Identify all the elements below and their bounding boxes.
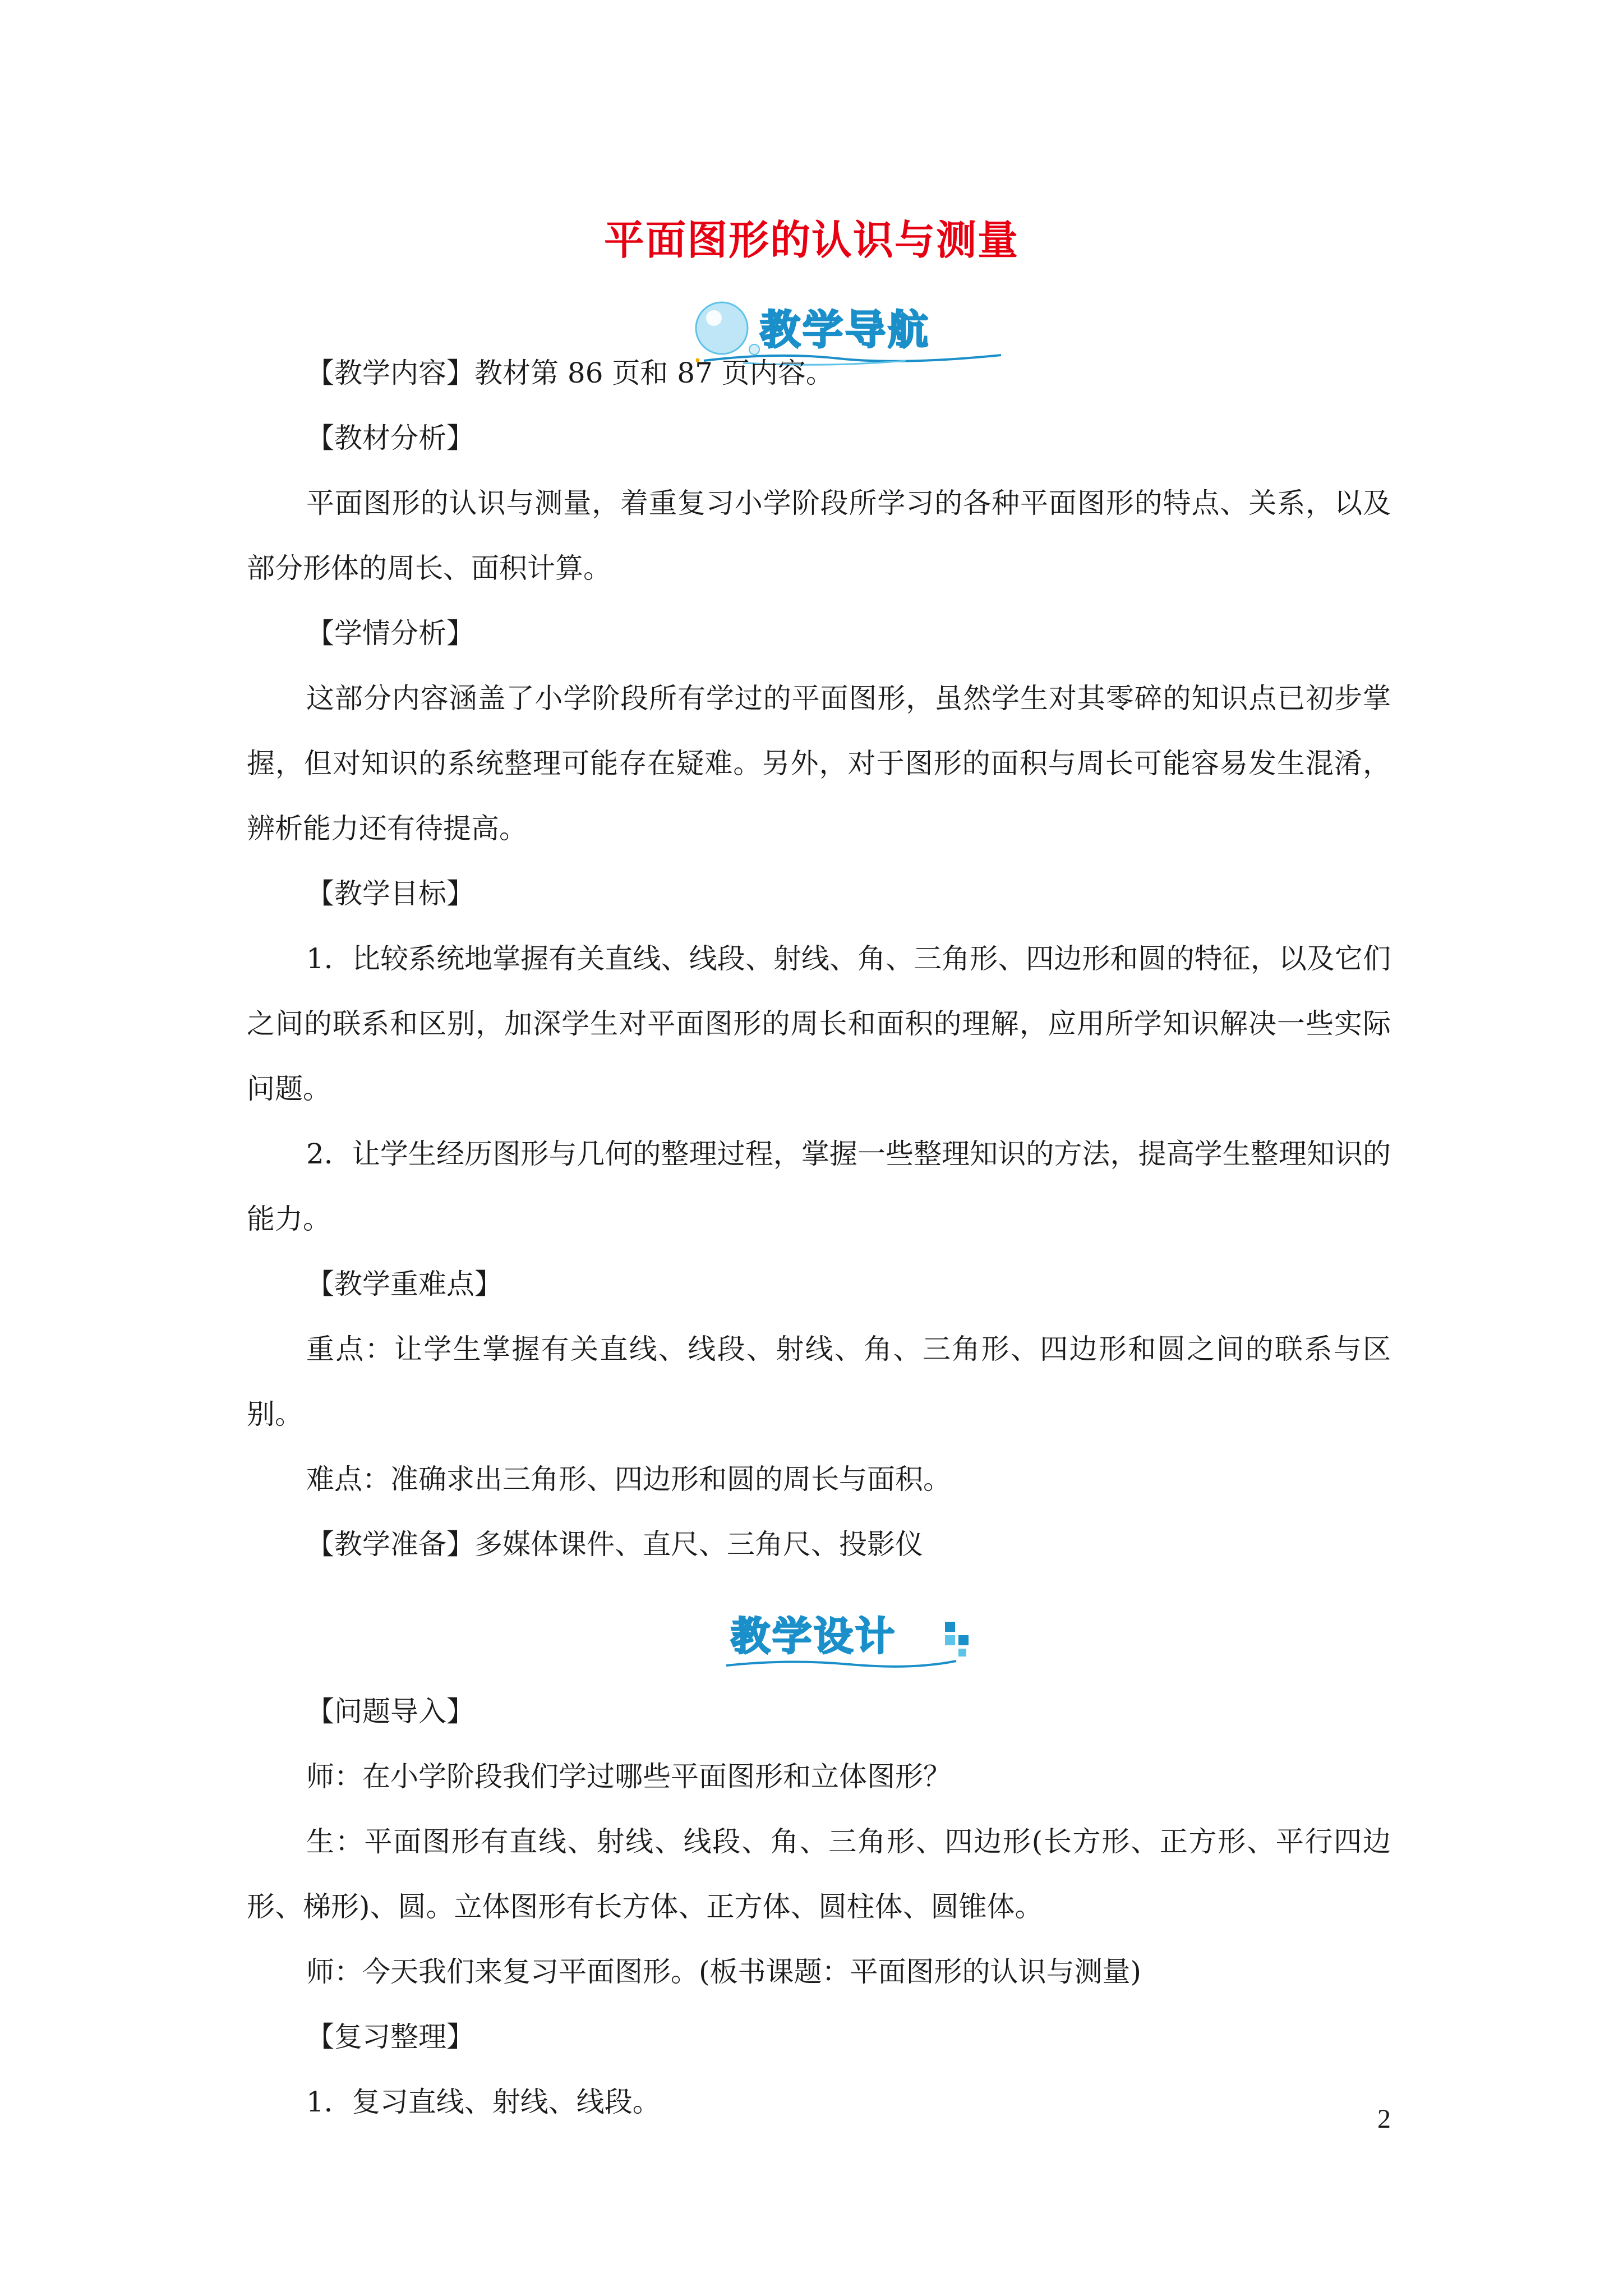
review-heading: 【复习整理】 [306, 2021, 474, 2053]
review-item-1: 1．复习直线、射线、线段。 [306, 2086, 661, 2118]
student-analysis-body: 这部分内容涵盖了小学阶段所有学过的平面图形，虽然学生对其零碎的知识点已初步掌握，但对知识的系统整理可能存在疑难。另外，对于图形的面积与周长可能容易发生混淆，辨析能力还有待提高。 [247, 682, 1391, 845]
page-number: 2 [1377, 2104, 1391, 2134]
teaching-preparation: 【教学准备】多媒体课件、直尺、三角尺、投影仪 [306, 1528, 923, 1561]
problem-intro-heading: 【问题导入】 [306, 1695, 474, 1728]
teaching-content: 【教学内容】教材第 86 页和 87 页内容。 [306, 357, 834, 389]
banner-design-label: 教学设计 [731, 1613, 897, 1659]
teaching-design-banner [721, 1596, 979, 1674]
material-analysis-body: 平面图形的认识与测量，着重复习小学阶段所学习的各种平面图形的特点、关系，以及部分形体的周长、面积计算。 [247, 487, 1391, 585]
student-answer: 生：平面图形有直线、射线、线段、角、三角形、四边形(长方形、正方形、平行四边形、梯形)、圆。立体图形有长方体、正方体、圆柱体、圆锥体。 [247, 1825, 1391, 1923]
key-point: 重点：让学生掌握有关直线、线段、射线、角、三角形、四边形和圆之间的联系与区别。 [247, 1333, 1391, 1430]
section-guide [247, 341, 1391, 1577]
teacher-question: 师：在小学阶段我们学过哪些平面图形和立体图形？ [306, 1760, 951, 1793]
teaching-goal-1: 1．比较系统地掌握有关直线、线段、射线、角、三角形、四边形和圆的特征，以及它们之间的联系和区别，加深学生对平面图形的周长和面积的理解，应用所学知识解决一些实际问题。 [247, 942, 1391, 1105]
banner-nav-label: 教学导航 [760, 306, 931, 353]
teaching-goal-2: 2．让学生经历图形与几何的整理过程，掌握一些整理知识的方法，提高学生整理知识的能力。 [247, 1138, 1391, 1235]
teacher-topic: 师：今天我们来复习平面图形。(板书课题：平面图形的认识与测量) [306, 1955, 1142, 1988]
key-difficult-heading: 【教学重难点】 [306, 1268, 502, 1300]
teaching-goal-heading: 【教学目标】 [306, 877, 474, 910]
section-design [247, 1679, 1391, 2134]
squares-icon [945, 1622, 969, 1657]
page-title: 平面图形的认识与测量 [603, 216, 1019, 264]
difficult-point: 难点：准确求出三角形、四边形和圆的周长与面积。 [306, 1463, 951, 1496]
material-analysis-heading: 【教材分析】 [306, 422, 474, 454]
student-analysis-heading: 【学情分析】 [306, 617, 474, 650]
